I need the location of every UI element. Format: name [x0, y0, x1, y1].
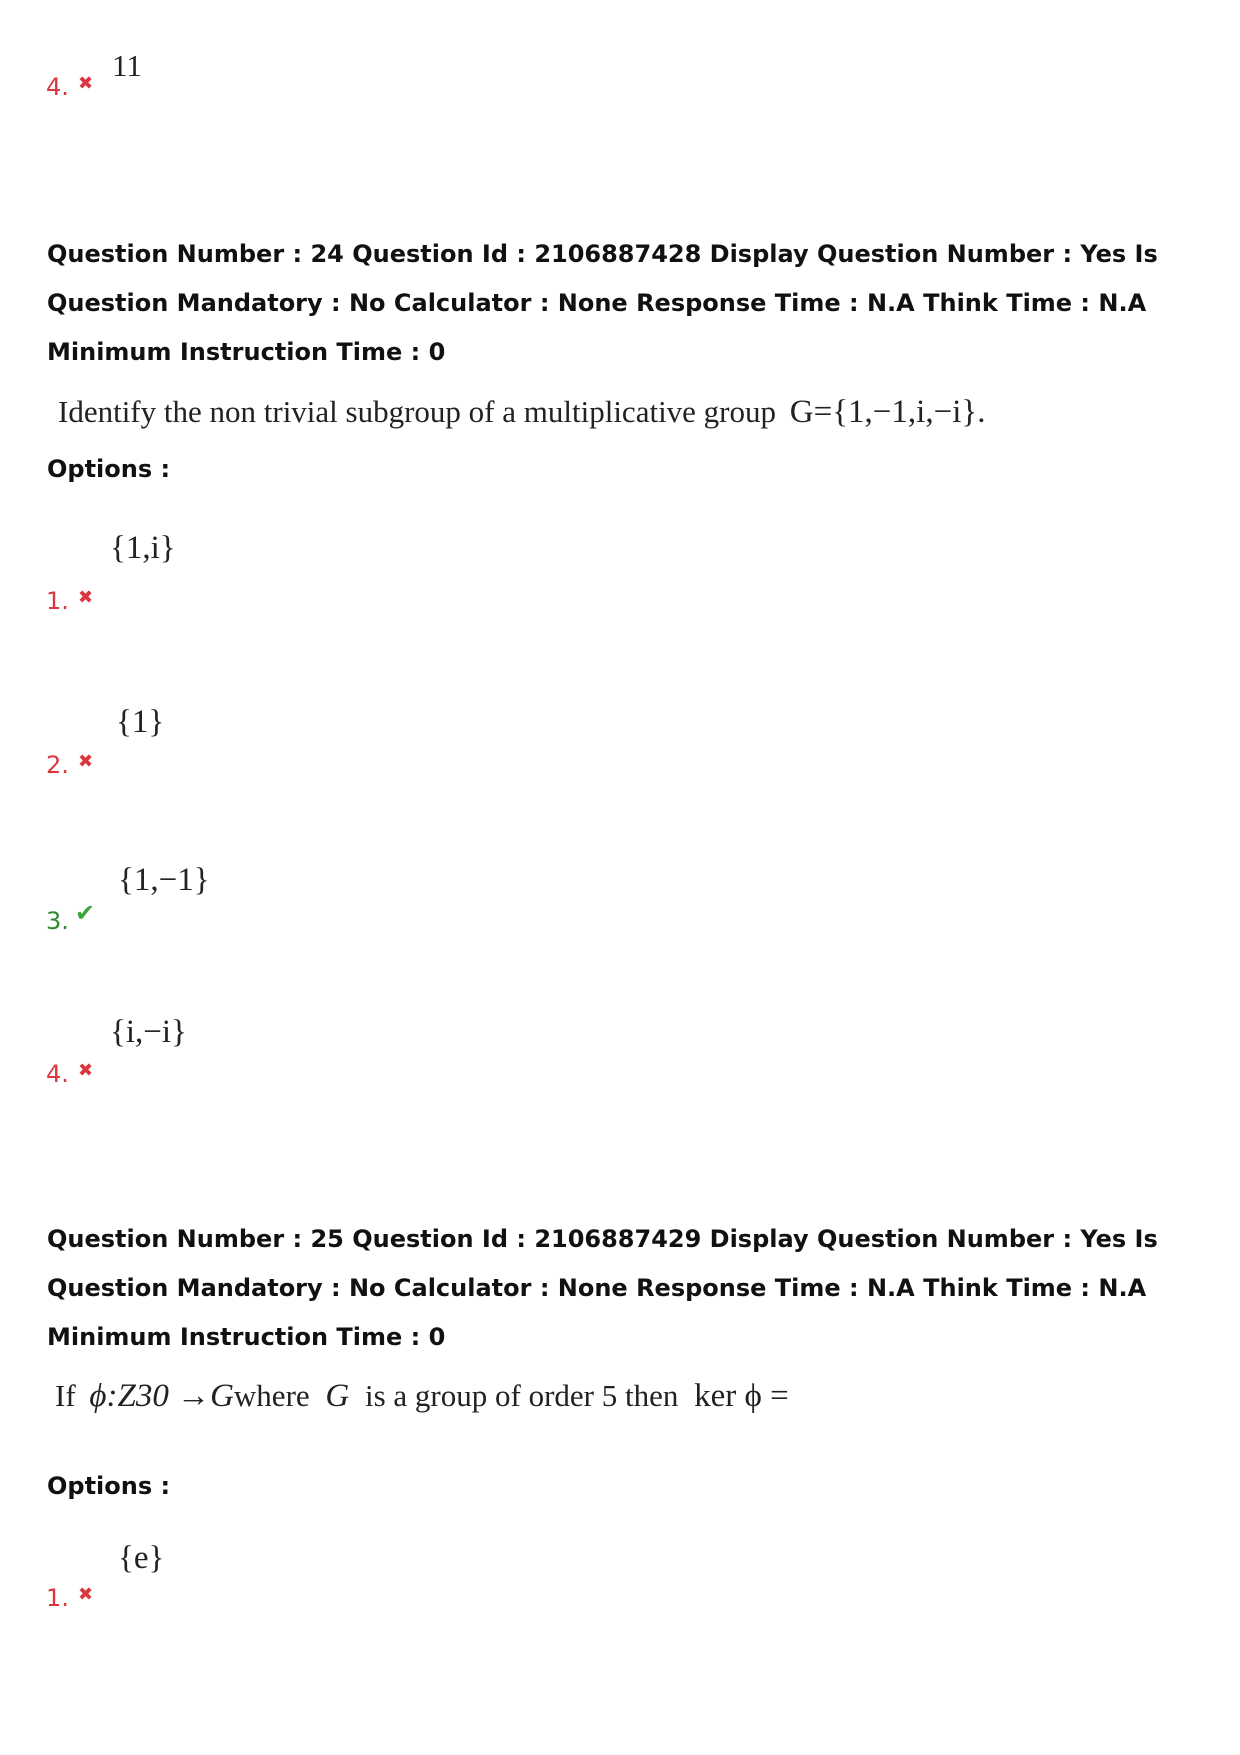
- options-label: Options :: [47, 455, 171, 483]
- question-25-text: [55, 1378, 789, 1415]
- question-24-group-expression: G={1,−1,i,−i}.: [789, 394, 986, 430]
- question-25-group-symbol: G: [325, 1378, 350, 1414]
- correct-check-icon: ✔: [75, 899, 96, 927]
- options-label: Options :: [47, 1472, 171, 1500]
- option-number: 4.: [46, 73, 69, 101]
- question-25-where: where: [233, 1378, 310, 1413]
- question-25-if: If: [55, 1378, 76, 1413]
- question-24-text-main: Identify the non trivial subgroup of a multiplicative group: [58, 394, 777, 429]
- wrong-mark-icon: ✖: [78, 1584, 94, 1605]
- option-value: {i,−i}: [110, 1014, 187, 1050]
- option-value: {1,−1}: [118, 862, 210, 898]
- option-number: 4.: [46, 1060, 69, 1088]
- question-25-kernel-expression: ker ϕ =: [694, 1378, 789, 1414]
- option-value: {1,i}: [110, 530, 176, 566]
- option-value: {e}: [118, 1540, 165, 1576]
- wrong-mark-icon: ✖: [78, 1060, 94, 1081]
- option-number: 1.: [46, 587, 69, 615]
- question-24-text: [58, 394, 985, 431]
- question-24-metadata: Question Number : 24 Question Id : 2106887428 Display Question Number : Yes Is Question Mandatory : No Calculator : None Response Time : N.A Think Time : N.A Minimum Instruction Time : 0: [47, 240, 1158, 366]
- option-number: 3.: [46, 907, 69, 935]
- question-25-text-rest: is a group of order 5 then: [365, 1378, 679, 1413]
- question-25-metadata: Question Number : 25 Question Id : 2106887429 Display Question Number : Yes Is Question Mandatory : No Calculator : None Response Time : N.A Think Time : N.A Minimum Instruction Time : 0: [47, 1225, 1158, 1351]
- option-value: 11: [112, 48, 142, 83]
- wrong-mark-icon: ✖: [78, 73, 94, 94]
- question-25-map-expression: ϕ:Z30 →G: [89, 1378, 234, 1414]
- option-number: 1.: [46, 1584, 69, 1612]
- option-number: 2.: [46, 751, 69, 779]
- option-value: {1}: [116, 704, 165, 740]
- wrong-mark-icon: ✖: [78, 587, 94, 608]
- wrong-mark-icon: ✖: [78, 751, 94, 772]
